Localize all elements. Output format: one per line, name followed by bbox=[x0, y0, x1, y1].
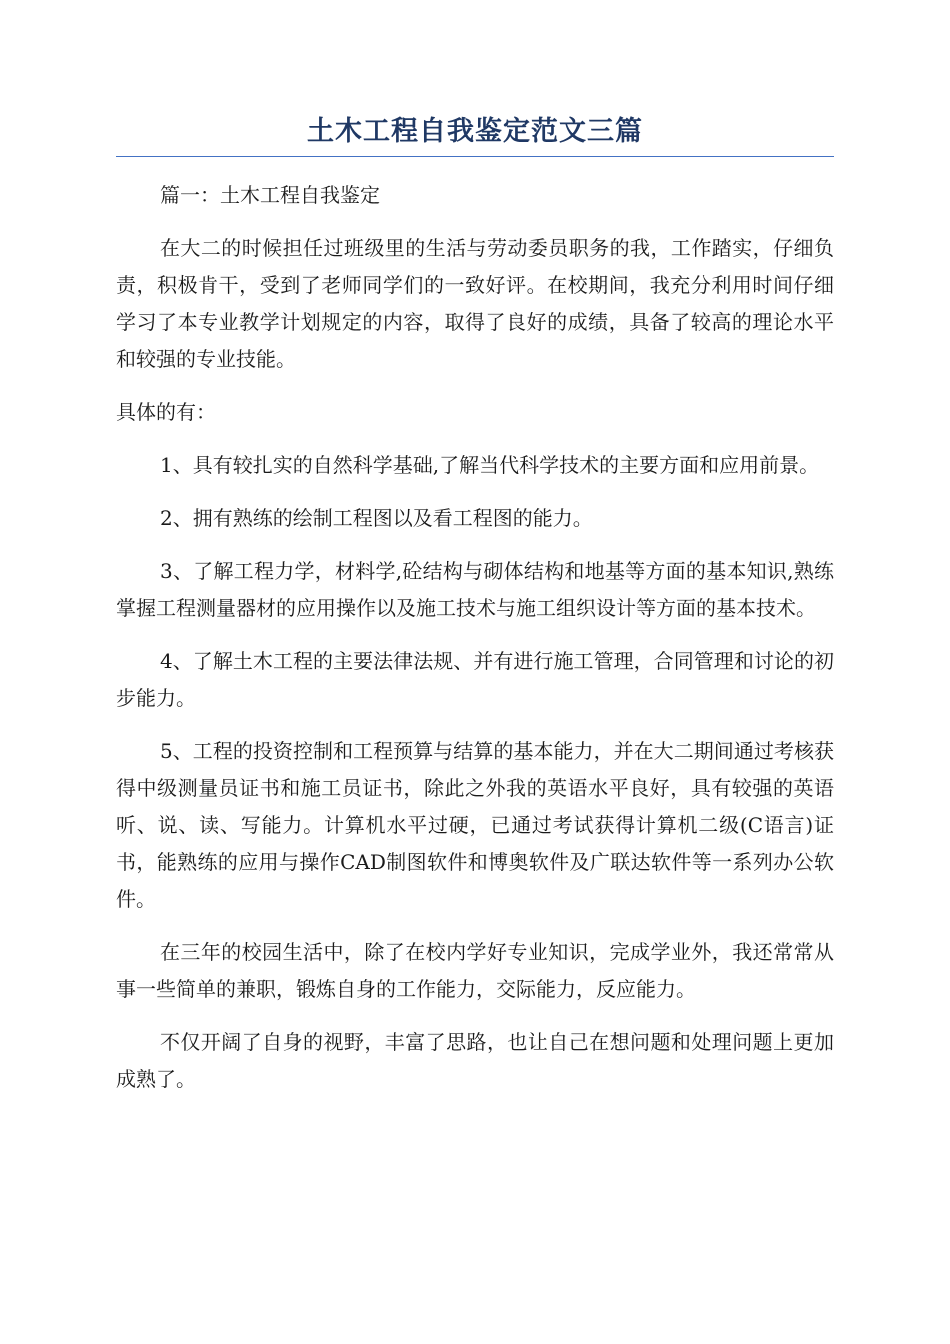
document-title: 土木工程自我鉴定范文三篇 bbox=[116, 112, 834, 157]
section-heading: 篇一：土木工程自我鉴定 bbox=[160, 183, 380, 207]
list-item-4: 4、了解土木工程的主要法律法规、并有进行施工管理，合同管理和讨论的初步能力。 bbox=[116, 649, 834, 710]
list-item-5: 5、工程的投资控制和工程预算与结算的基本能力，并在大二期间通过考核获得中级测量员证书和施工员证书，除此之外我的英语水平良好，具有较强的英语听、说、读、写能力。计算机水平过硬，已通过考试获得计算机二级(C语言)证书，能熟练的应用与操作CAD制图软件和博奥软件及广联达软件等一系列办公软件。 bbox=[116, 739, 834, 911]
document-page bbox=[116, 112, 834, 1114]
list-item-1: 1、具有较扎实的自然科学基础,了解当代科学技术的主要方面和应用前景。 bbox=[160, 453, 820, 477]
paragraph-campus-life: 在三年的校园生活中，除了在校内学好专业知识，完成学业外，我还常常从事一些简单的兼职，锻炼自身的工作能力，交际能力，反应能力。 bbox=[116, 940, 834, 1001]
paragraph-intro: 在大二的时候担任过班级里的生活与劳动委员职务的我，工作踏实，仔细负责，积极肯干，受到了老师同学们的一致好评。在校期间，我充分利用时间仔细学习了本专业教学计划规定的内容，取得了良好的成绩，具备了较高的理论水平和较强的专业技能。 bbox=[116, 236, 834, 371]
paragraph-list-lead: 具体的有： bbox=[116, 400, 216, 424]
document-body bbox=[116, 177, 834, 1098]
list-item-3: 3、了解工程力学，材料学,砼结构与砌体结构和地基等方面的基本知识,熟练掌握工程测量器材的应用操作以及施工技术与施工组织设计等方面的基本技术。 bbox=[116, 559, 834, 620]
list-item-2: 2、拥有熟练的绘制工程图以及看工程图的能力。 bbox=[160, 506, 593, 530]
paragraph-conclusion: 不仅开阔了自身的视野，丰富了思路，也让自己在想问题和处理问题上更加成熟了。 bbox=[116, 1030, 834, 1091]
